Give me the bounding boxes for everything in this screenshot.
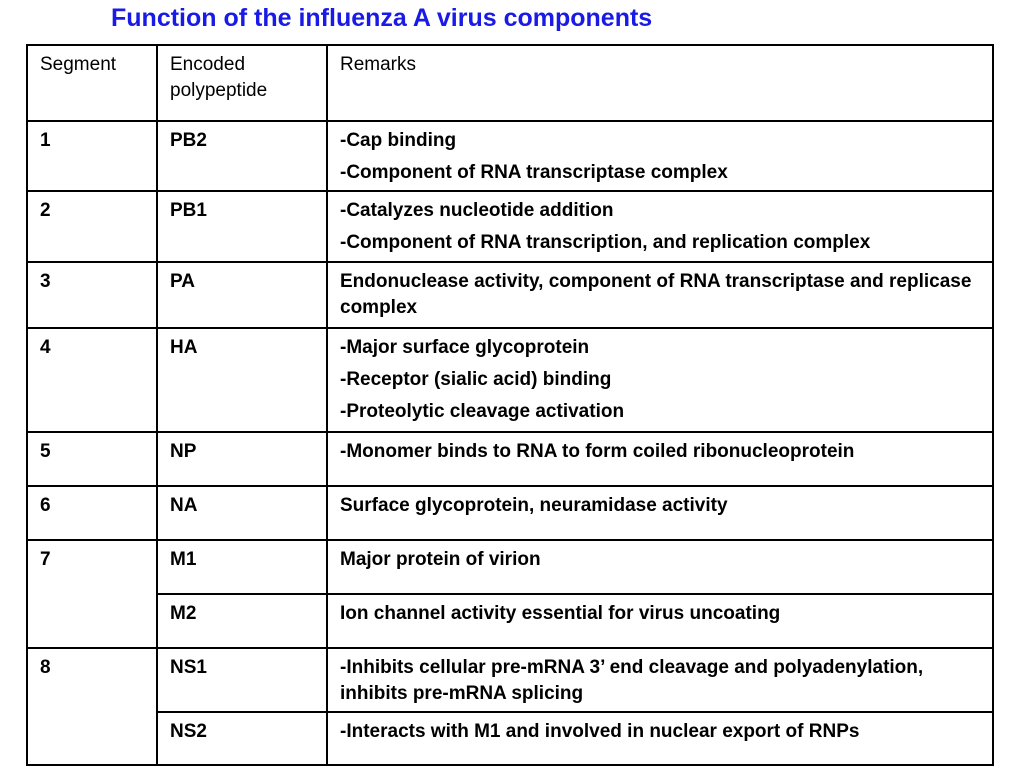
header-row <box>27 45 993 121</box>
remarks-cell <box>327 594 993 648</box>
table-row <box>27 262 993 328</box>
table-row <box>27 432 993 486</box>
polypeptide-cell: NS2 <box>157 712 327 765</box>
remarks-cell <box>327 540 993 594</box>
remark-line: -Component of RNA transcriptase complex <box>340 162 728 183</box>
remark-line: -Inhibits cellular pre-mRNA 3’ end cleavage and polyadenylation, inhibits pre-mRNA splicing <box>340 657 924 704</box>
remark-line: -Cap binding <box>340 130 457 151</box>
table-row <box>27 594 993 648</box>
table-row <box>27 712 993 765</box>
remark-line: Major protein of virion <box>340 549 541 570</box>
polypeptide-cell: NP <box>157 432 327 486</box>
polypeptide-cell: M1 <box>157 540 327 594</box>
influenza-components-table <box>26 44 994 766</box>
remark-line: Ion channel activity essential for virus uncoating <box>340 603 781 624</box>
table-row <box>27 648 993 712</box>
table-row <box>27 486 993 540</box>
remarks-cell <box>327 191 993 262</box>
remarks-cell <box>327 121 993 191</box>
polypeptide-cell: PA <box>157 262 327 328</box>
remark-line: -Monomer binds to RNA to form coiled ribonucleoprotein <box>340 441 855 462</box>
remarks-cell <box>327 648 993 712</box>
table-row <box>27 328 993 432</box>
polypeptide-cell: PB1 <box>157 191 327 262</box>
remark-line: Endonuclease activity, component of RNA transcriptase and replicase complex <box>340 271 972 318</box>
polypeptide-cell: PB2 <box>157 121 327 191</box>
polypeptide-cell: M2 <box>157 594 327 648</box>
remark-line: -Component of RNA transcription, and replication complex <box>340 232 871 253</box>
header-polypeptide-line1: Encoded <box>170 54 246 75</box>
remark-line: -Catalyzes nucleotide addition <box>340 200 614 221</box>
remarks-cell <box>327 328 993 432</box>
segment-cell: 4 <box>27 328 157 432</box>
table-row <box>27 540 993 594</box>
remark-line: -Interacts with M1 and involved in nuclear export of RNPs <box>340 721 860 742</box>
header-encoded-polypeptide <box>157 45 327 121</box>
header-segment: Segment <box>27 45 157 121</box>
remark-line: -Proteolytic cleavage activation <box>340 401 625 422</box>
polypeptide-cell: NA <box>157 486 327 540</box>
remark-line: -Major surface glycoprotein <box>340 337 590 358</box>
polypeptide-cell: NS1 <box>157 648 327 712</box>
remark-line: Surface glycoprotein, neuramidase activity <box>340 495 728 516</box>
remark-line: -Receptor (sialic acid) binding <box>340 369 612 390</box>
segment-cell: 7 <box>27 540 157 648</box>
segment-cell: 3 <box>27 262 157 328</box>
table-row <box>27 191 993 262</box>
header-remarks: Remarks <box>327 45 993 121</box>
slide-title: Function of the influenza A virus components <box>111 4 653 32</box>
segment-cell: 2 <box>27 191 157 262</box>
table-row <box>27 121 993 191</box>
segment-cell: 8 <box>27 648 157 765</box>
remarks-cell <box>327 432 993 486</box>
remarks-cell <box>327 486 993 540</box>
segment-cell: 1 <box>27 121 157 191</box>
remarks-cell <box>327 262 993 328</box>
header-polypeptide-line2: polypeptide <box>170 80 268 101</box>
segment-cell: 5 <box>27 432 157 486</box>
segment-cell: 6 <box>27 486 157 540</box>
remarks-cell <box>327 712 993 765</box>
polypeptide-cell: HA <box>157 328 327 432</box>
